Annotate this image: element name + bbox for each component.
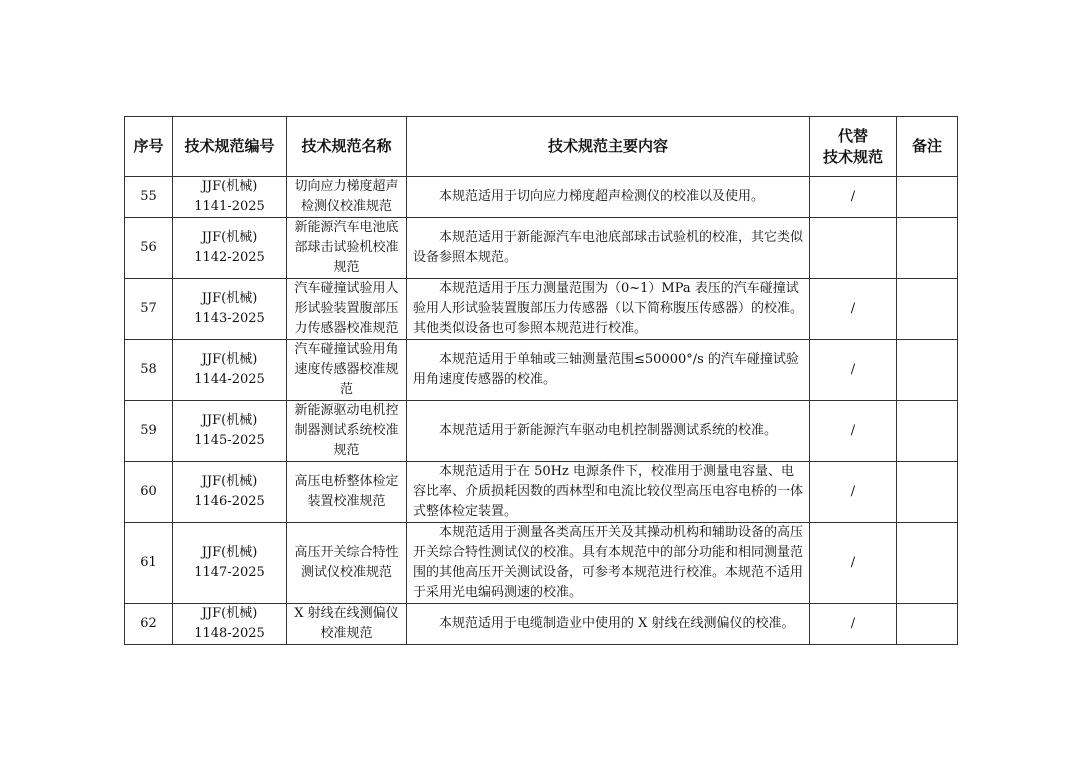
standards-table (124, 116, 958, 645)
row-code-line2: 1145-2025 (194, 433, 265, 448)
row-code (173, 462, 287, 523)
row-content: 本规范适用于新能源汽车电池底部球击试验机的校准，其它类似设备参照本规范。 (407, 218, 810, 279)
header-replace-line1: 代替 (837, 126, 868, 145)
row-note (897, 218, 958, 279)
row-code-line1: JJF(机械) (201, 474, 258, 489)
row-name: 高压电桥整体检定装置校准规范 (287, 462, 407, 523)
table-row (125, 218, 958, 279)
row-code (173, 401, 287, 462)
row-note (897, 401, 958, 462)
header-content: 技术规范主要内容 (407, 117, 810, 177)
header-replace (810, 117, 897, 177)
row-code-line1: JJF(机械) (201, 545, 258, 560)
row-name: 新能源驱动电机控制器测试系统校准规范 (287, 401, 407, 462)
table-row (125, 177, 958, 218)
row-code-line1: JJF(机械) (201, 291, 258, 306)
header-note: 备注 (897, 117, 958, 177)
row-content: 本规范适用于单轴或三轴测量范围≤50000°/s 的汽车碰撞试验用角速度传感器的校准。 (407, 340, 810, 401)
row-seq: 59 (125, 401, 173, 462)
row-replace: / (810, 462, 897, 523)
row-code (173, 177, 287, 218)
row-code-line2: 1144-2025 (194, 372, 265, 387)
row-replace: / (810, 177, 897, 218)
table-row (125, 279, 958, 340)
row-code (173, 523, 287, 604)
row-seq: 62 (125, 604, 173, 645)
row-name: 切向应力梯度超声检测仪校准规范 (287, 177, 407, 218)
row-seq: 56 (125, 218, 173, 279)
row-replace: / (810, 523, 897, 604)
row-replace: / (810, 401, 897, 462)
row-code-line2: 1141-2025 (194, 199, 265, 214)
row-content: 本规范适用于压力测量范围为（0~1）MPa 表压的汽车碰撞试验用人形试验装置腹部压力传感器（以下简称腹压传感器）的校准。其他类似设备也可参照本规范进行校准。 (407, 279, 810, 340)
row-note (897, 462, 958, 523)
row-code-line2: 1142-2025 (194, 250, 265, 265)
table-row (125, 401, 958, 462)
row-code-line1: JJF(机械) (201, 606, 258, 621)
header-replace-line2: 技术规范 (822, 147, 883, 166)
row-code-line1: JJF(机械) (201, 230, 258, 245)
row-code-line2: 1146-2025 (194, 494, 265, 509)
row-note (897, 523, 958, 604)
row-name: 汽车碰撞试验用人形试验装置腹部压力传感器校准规范 (287, 279, 407, 340)
header-name: 技术规范名称 (287, 117, 407, 177)
row-seq: 61 (125, 523, 173, 604)
table-row (125, 604, 958, 645)
row-code-line1: JJF(机械) (201, 413, 258, 428)
row-name: 新能源汽车电池底部球击试验机校准规范 (287, 218, 407, 279)
row-seq: 55 (125, 177, 173, 218)
row-code (173, 279, 287, 340)
row-code-line2: 1148-2025 (194, 626, 265, 641)
row-code-line1: JJF(机械) (201, 352, 258, 367)
row-name: 高压开关综合特性测试仪校准规范 (287, 523, 407, 604)
table-header-row (125, 117, 958, 177)
row-seq: 58 (125, 340, 173, 401)
row-note (897, 279, 958, 340)
row-content: 本规范适用于电缆制造业中使用的 X 射线在线测偏仪的校准。 (407, 604, 810, 645)
header-seq: 序号 (125, 117, 173, 177)
row-content: 本规范适用于测量各类高压开关及其操动机构和辅助设备的高压开关综合特性测试仪的校准。具有本规范中的部分功能和相同测量范围的其他高压开关测试设备，可参考本规范进行校准。本规范不适用于采用光电编码测速的校准。 (407, 523, 810, 604)
row-note (897, 604, 958, 645)
row-replace: / (810, 340, 897, 401)
row-content: 本规范适用于新能源汽车驱动电机控制器测试系统的校准。 (407, 401, 810, 462)
row-code-line2: 1143-2025 (194, 311, 265, 326)
row-replace: / (810, 604, 897, 645)
table-row (125, 462, 958, 523)
row-name: X 射线在线测偏仪校准规范 (287, 604, 407, 645)
row-code-line1: JJF(机械) (201, 179, 258, 194)
header-code: 技术规范编号 (173, 117, 287, 177)
row-seq: 60 (125, 462, 173, 523)
row-content: 本规范适用于在 50Hz 电源条件下，校准用于测量电容量、电容比率、介质损耗因数的西林型和电流比较仪型高压电容电桥的一体式整体检定装置。 (407, 462, 810, 523)
row-note (897, 340, 958, 401)
row-replace (810, 218, 897, 279)
row-code-line2: 1147-2025 (194, 565, 265, 580)
table-row (125, 523, 958, 604)
row-content: 本规范适用于切向应力梯度超声检测仪的校准以及使用。 (407, 177, 810, 218)
table-row (125, 340, 958, 401)
row-code (173, 604, 287, 645)
row-code (173, 218, 287, 279)
row-code (173, 340, 287, 401)
row-replace: / (810, 279, 897, 340)
row-seq: 57 (125, 279, 173, 340)
row-name: 汽车碰撞试验用角速度传感器校准规范 (287, 340, 407, 401)
row-note (897, 177, 958, 218)
